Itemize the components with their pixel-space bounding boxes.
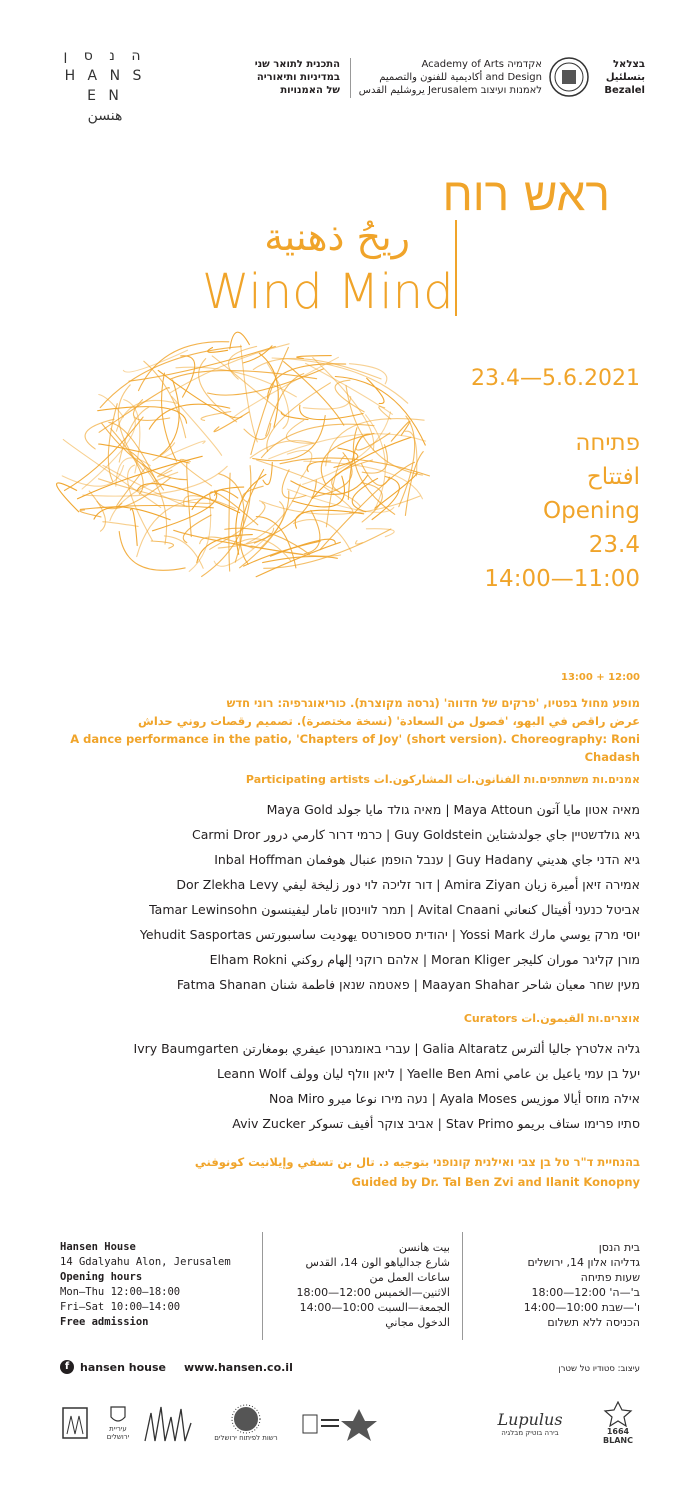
venue-address: 14 Gdalyahu Alon, Jerusalem <box>60 1256 231 1268</box>
opening-hours: 14:00—11:00 <box>484 566 640 592</box>
academy-line-2: and Design أكاديمية للفنون والتصميم <box>379 72 542 83</box>
performance-english: A dance performance in the patio, 'Chapters of Joy' (short version). Choreography: Roni Chadash <box>70 732 640 764</box>
hours-weekdays: Mon—Thu 12:00—18:00 <box>60 1286 181 1298</box>
artist-row: מאיה אטון مايا آتون Maya Attoun | מאיה גולד مايا جولد Maya Gold <box>266 802 640 817</box>
title-arabic: ريحُ ذهنية <box>264 215 410 259</box>
academy-line-3: לאמנות ועיצוב Jerusalem يروشليم القدس <box>358 85 542 96</box>
artist-row: מורן קליגר موران كليجر Moran Kliger | אלהם רוקני إلهام روكني Elham Rokni <box>209 952 640 967</box>
tumbleweed-branch <box>103 522 138 527</box>
facebook-icon[interactable]: f <box>60 1360 74 1374</box>
jerusalem-municipality-logo <box>100 1398 136 1448</box>
guidance <box>40 1152 640 1192</box>
tumbleweed-branch <box>151 541 173 548</box>
website-link[interactable]: www.hansen.co.il <box>183 1360 293 1374</box>
opening-hebrew: פתיחה <box>575 430 640 456</box>
curator-row: גליה אלטרץ جاليا ألترس Galia Altaratz | עברי באומגרטן عيفري بومغارتن Ivry Baumgarten <box>133 1041 640 1056</box>
hansen-logo-arabic: هنسن <box>87 108 123 124</box>
performance-arabic: عرض راقص في البهو، 'فصول من السعادة' (نسخة مختصرة). تصميم رقصات روني حداش <box>137 714 640 728</box>
social-links <box>60 1360 293 1374</box>
exhibition-title <box>80 168 640 318</box>
tumbleweed-branch <box>116 400 176 431</box>
tumbleweed-branch <box>375 473 417 508</box>
tumbleweed-branch <box>164 441 205 457</box>
venue-name: בית הנסן <box>598 1241 640 1254</box>
venue-name: بيت هانسن <box>398 1241 450 1254</box>
ministry-emblem-icon <box>299 1405 377 1441</box>
performance-time: 13:00 + 12:00 <box>560 672 640 683</box>
tumbleweed-branch <box>123 350 187 372</box>
tumbleweed-branch <box>379 407 391 419</box>
artist-row: יוסי מרק يوسي مارك Yossi Mark | יהודית סספורטס يهوديت ساسبورتس Yehudit Sasportas <box>139 927 640 942</box>
lupulus-tagline: בירה בוטיק מבלגיה <box>501 1428 559 1437</box>
municipality-name: עיריית ירושלים <box>106 1425 130 1441</box>
bezalel-name <box>595 58 645 97</box>
guidance-he-ar: בהנחיית ד"ר טל בן צבי ואילנית קונופני بتوجيه د. تال بن تسفي وإيلانيت كونوفني <box>194 1155 640 1169</box>
artist-row: גיא גולדשטיין جاي جولدشتاين Guy Goldstein | כרמי דרור كارمي درور Carmi Dror <box>192 827 640 842</box>
academy-name <box>357 58 542 97</box>
guidance-english: Guided by Dr. Tal Ben Zvi and Ilanit Konopny <box>351 1175 640 1189</box>
artist-row: גיא הדני جاي هديني Guy Hadany | ענבל הופמן عنبال هوفمان Inbal Hoffman <box>214 852 640 867</box>
lupulus-logo <box>497 1398 563 1448</box>
hours-heading: ساعات العمل من <box>369 1271 450 1284</box>
performance-hebrew: מופע מחול בפטיו, 'פרקים של חדווה' (גרסה מקוצרת). כוריאוגרפיה: רוני חדש <box>226 696 640 710</box>
exhibition-dates: 23.4—5.6.2021 <box>471 366 640 391</box>
tumbleweed-branch <box>287 450 312 478</box>
tumbleweed-branch <box>119 532 185 571</box>
tumbleweed-branch <box>291 475 368 494</box>
bezalel-line-3: Bezalel <box>604 85 645 96</box>
facebook-link[interactable]: hansen house <box>80 1360 166 1374</box>
program-line-2: במדיניות ותיאוריה <box>256 72 340 83</box>
admission: Free admission <box>60 1316 149 1328</box>
sponsor-graphic-icon <box>143 1403 193 1443</box>
tumbleweed-branch <box>181 356 195 397</box>
tumbleweed-branch <box>89 491 105 531</box>
venue-address: شارع جداليا‌هو الون 14، القدس <box>305 1256 450 1269</box>
tumbleweed-branch <box>133 400 169 421</box>
tumbleweed-branch <box>201 412 231 421</box>
bezalel-line-1: בצלאל <box>612 59 645 70</box>
hours-weekend: الجمعة—السبت 10:00—14:00 <box>299 1301 450 1314</box>
title-hebrew: ראש רוח <box>442 168 610 221</box>
admission: הכניסה ללא תשלום <box>547 1316 640 1329</box>
program-line-3: של האמנויות <box>280 85 340 96</box>
curators-heading: אוצרים.ות القيمون.ات Curators <box>463 1012 640 1025</box>
sponsor-emblem-icon <box>61 1406 89 1440</box>
municipality-emblem-icon <box>109 1405 127 1425</box>
hours-weekend: Fri—Sat 10:00—14:00 <box>60 1301 181 1313</box>
hansen-logo-english: H A N S E N <box>64 68 146 104</box>
hours-weekdays: الاثنين—الخميس 12:00—18:00 <box>296 1286 450 1299</box>
academy-line-1: אקדמיה Academy of Arts <box>421 59 542 70</box>
hansen-logo <box>55 46 155 126</box>
artists-list <box>40 797 640 997</box>
tumbleweed-branch <box>130 509 137 546</box>
tumbleweed-branch <box>256 542 340 576</box>
tumbleweed-branch <box>304 510 320 554</box>
hours-weekdays: ב'—ה' 12:00—18:00 <box>531 1286 640 1299</box>
tumbleweed-branch <box>303 412 391 484</box>
performance-description <box>40 694 640 766</box>
tumbleweed-branch <box>57 483 79 512</box>
artist-row: מעין שחר معيان شاحر Maayan Shahar | פאטמה שנאן فاطمة شنان Fatma Shanan <box>176 977 640 992</box>
tumbleweed-branch <box>63 440 160 508</box>
hours-heading: שעות פתיחה <box>580 1271 640 1284</box>
ministry-logo <box>298 1398 378 1448</box>
header-divider <box>350 58 351 98</box>
curator-row: אילה מוזס أيالا موزيس Ayala Moses | נעה מירו نوعا ميرو Noa Miro <box>269 1091 640 1106</box>
development-authority-name: רשות לפיתוח ירושלים <box>214 1434 278 1442</box>
tumbleweed-branch <box>158 460 184 477</box>
info-divider <box>462 1232 463 1340</box>
jerusalem-development-authority-logo <box>214 1398 278 1448</box>
opening-info <box>470 426 640 596</box>
program-name <box>250 58 340 97</box>
curators-list <box>40 1036 640 1136</box>
tumbleweed-branch <box>264 529 391 568</box>
artist-row: אביטל כנעני أفيتال كنعاني Avital Cnaani | תמר לווינסון تامار ليفينسون Tamar Lewinsohn <box>149 902 640 917</box>
curator-row: יעל בן עמי ياعيل بن عامي Yaelle Ben Ami | ליאן וולף ليان وولف Leann Wolf <box>217 1066 640 1081</box>
tumbleweed-branch <box>158 370 242 418</box>
1664-blanc-logo <box>596 1398 640 1448</box>
bezalel-seal-icon <box>548 56 590 98</box>
opening-english: Opening <box>543 498 640 524</box>
admission: الدخول مجاني <box>385 1316 450 1329</box>
design-credit: עיצוב: סטודיו טל שטרן <box>558 1364 640 1374</box>
1664-blanc-name: 1664 BLANC <box>603 1427 633 1445</box>
info-arabic <box>270 1240 450 1330</box>
hansen-logo-hebrew: ה נ ס ן <box>63 48 147 64</box>
sponsor-logo-3 <box>142 1398 194 1448</box>
info-hebrew <box>470 1240 640 1330</box>
development-authority-emblem-icon <box>231 1404 261 1434</box>
venue-name: Hansen House <box>60 1241 136 1253</box>
opening-date: 23.4 <box>588 532 640 558</box>
info-divider <box>262 1232 263 1340</box>
info-english <box>60 1240 240 1330</box>
tumbleweed-branch <box>108 404 117 482</box>
tumbleweed-illustration <box>10 310 480 610</box>
curator-row: סתיו פרימו ستاف بريمو Stav Primo | אביב צוקר أفيف تسوكر Aviv Zucker <box>232 1116 640 1131</box>
venue-address: גדליהו אלון 14, ירושלים <box>527 1256 640 1269</box>
title-english: Wind Mind <box>202 264 454 318</box>
tumbleweed-branch <box>260 502 284 549</box>
hours-heading: Opening hours <box>60 1271 143 1283</box>
artist-row: אמירה זיאן أميرة زيان Amira Ziyan | דור זליכה לוי دور زليخة ليفي Dor Zlekha Levy <box>176 877 640 892</box>
program-line-1: התכנית לתואר שני <box>254 59 340 70</box>
tumbleweed-branch <box>187 462 192 537</box>
tumbleweed-branch <box>139 342 229 391</box>
bezalel-line-2: بتسلئيل <box>605 72 645 83</box>
tumbleweed-branch <box>180 459 211 485</box>
tumbleweed-branch <box>137 499 207 557</box>
opening-arabic: افتتاح <box>586 464 640 490</box>
lupulus-name: Lupulus <box>497 1409 563 1429</box>
1664-star-icon <box>603 1401 633 1427</box>
sponsor-logo-1 <box>60 1398 90 1448</box>
artists-heading: אמנים.ות משתתפים.ות الفنانون.ات المشاركون.ات Participating artists <box>245 773 640 786</box>
tumbleweed-branch <box>263 462 272 484</box>
tumbleweed-branch <box>269 434 426 459</box>
hours-weekend: ו'—שבת 10:00—14:00 <box>523 1301 640 1314</box>
